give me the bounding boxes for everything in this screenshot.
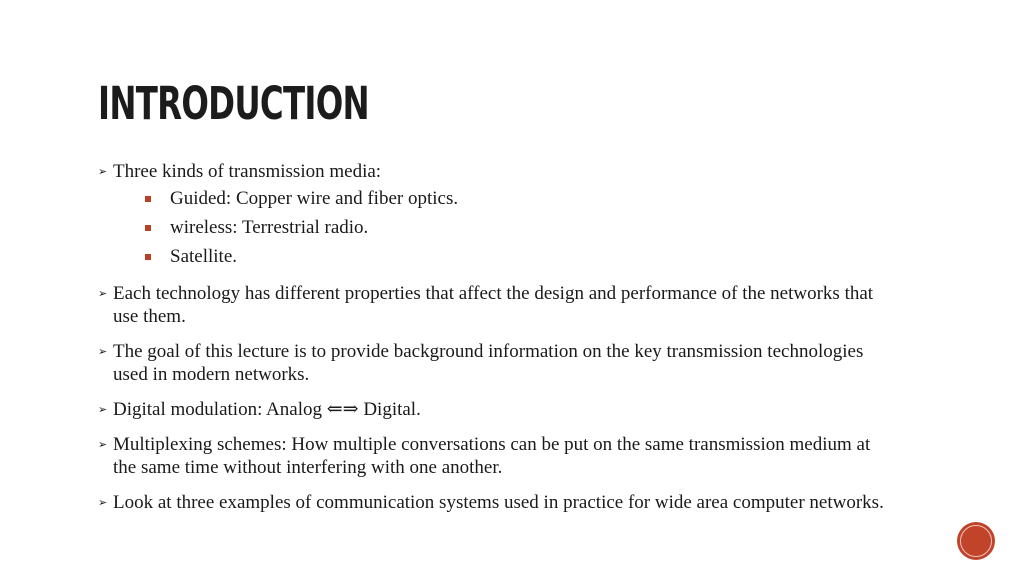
sub-bullet-item [113,187,898,216]
sub-bullet-text: Guided: Copper wire and fiber optics. [170,188,459,209]
bullet-text: Digital modulation: Analog ⇐⇒ Digital. [113,399,421,420]
slide-number-badge [958,523,994,559]
sub-bullet-item [113,216,898,245]
bullet-item [98,340,898,386]
slide-title: INTRODUCTION [98,77,369,130]
bullet-item [98,160,898,274]
arrow-bullet-icon: ➢ [98,403,108,416]
sub-bullet-list [113,187,898,274]
arrow-bullet-icon: ➢ [98,287,108,300]
sub-bullet-text: Satellite. [170,246,238,267]
bullet-text: The goal of this lecture is to provide background information on the key transmission technologies used in modern networks. [113,341,864,385]
bullet-item [98,491,898,514]
square-bullet-icon [145,225,151,231]
arrow-bullet-icon: ➢ [98,165,108,178]
bullet-text: Multiplexing schemes: How multiple conversations can be put on the same transmission medium at the same time without interfering with one another. [113,434,871,478]
arrow-bullet-icon: ➢ [98,496,108,509]
arrow-bullet-icon: ➢ [98,438,108,451]
bullet-item [98,282,898,328]
bullet-text: Each technology has different properties that affect the design and performance of the networks that use them. [113,283,874,327]
bullet-text: Three kinds of transmission media: [113,161,382,182]
sub-bullet-text: wireless: Terrestrial radio. [170,217,369,238]
sub-bullet-item [113,245,898,274]
bullet-text: Look at three examples of communication systems used in practice for wide area computer networks. [113,492,884,513]
bullet-item [98,398,898,421]
square-bullet-icon [145,196,151,202]
slide-content [98,160,898,526]
arrow-bullet-icon: ➢ [98,345,108,358]
bullet-item [98,433,898,479]
bullet-list [98,160,898,514]
square-bullet-icon [145,254,151,260]
